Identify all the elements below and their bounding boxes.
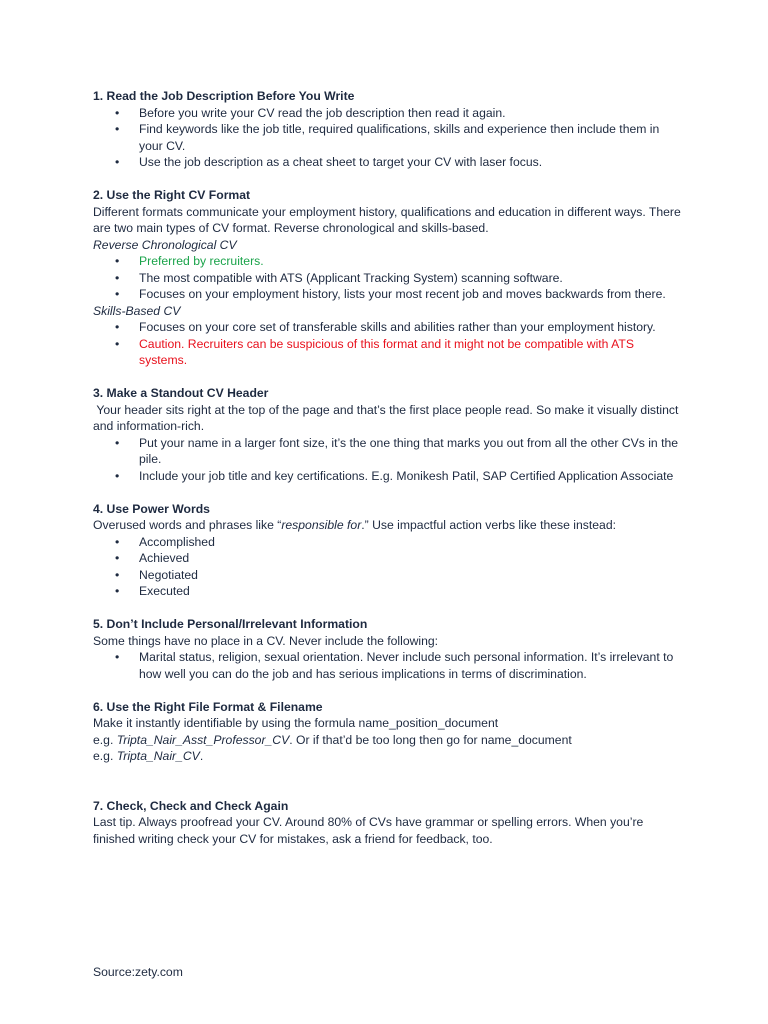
list-item: • Preferred by recruiters. [93, 253, 683, 270]
section-2-intro: Different formats communicate your employment history, qualifications and education in different ways. There are two main types of CV format. Reverse chronological and skills-based. [93, 204, 681, 235]
section-6-line-3: e.g. Tripta_Nair_CV. [93, 749, 204, 763]
section-7-intro: Last tip. Always proofread your CV. Around 80% of CVs have grammar or spelling errors. When you’re finished writing check your CV for mistakes, ask a friend for feedback, too. [93, 815, 644, 846]
section-5-list [93, 649, 683, 682]
list-item: • Executed [93, 583, 683, 600]
section-4-intro: Overused words and phrases like “responsible for.” Use impactful action verbs like these instead: [93, 518, 616, 532]
section-1-heading: 1. Read the Job Description Before You Write [93, 89, 355, 103]
section-2-list-1 [93, 253, 683, 303]
section-3-heading: 3. Make a Standout CV Header [93, 386, 269, 400]
list-item: • The most compatible with ATS (Applicant Tracking System) scanning software. [93, 270, 683, 287]
section-3-intro: Your header sits right at the top of the page and that’s the first place people read. So make it visually distinct and information-rich. [93, 402, 682, 433]
source-citation: Source:zety.com [93, 965, 183, 979]
section-3-list [93, 435, 683, 485]
list-item: • Marital status, religion, sexual orientation. Never include such personal information. It’s irrelevant to how well you can do the job and has serious implications in terms of discrimination. [93, 649, 683, 682]
list-item: • Focuses on your employment history, lists your most recent job and moves backwards from there. [93, 286, 683, 303]
section-5-intro: Some things have no place in a CV. Never include the following: [93, 633, 439, 648]
list-item: • Accomplished [93, 534, 683, 551]
list-item: • Caution. Recruiters can be suspicious of this format and it might not be compatible with ATS systems. [93, 336, 683, 369]
list-item: • Include your job title and key certifications. E.g. Monikesh Patil, SAP Certified Application Associate [93, 468, 683, 485]
list-item: • Put your name in a larger font size, it’s the one thing that marks you out from all the other CVs in the pile. [93, 435, 683, 468]
list-item: • Before you write your CV read the job description then read it again. [93, 105, 683, 122]
list-item: • Focuses on your core set of transferable skills and abilities rather than your employment history. [93, 319, 683, 336]
list-item: • Use the job description as a cheat sheet to target your CV with laser focus. [93, 154, 683, 171]
section-4-list [93, 534, 683, 600]
document-body [93, 88, 683, 847]
section-5-heading: 5. Don’t Include Personal/Irrelevant Information [93, 617, 368, 631]
list-item: • Achieved [93, 550, 683, 567]
section-7-heading: 7. Check, Check and Check Again [93, 798, 289, 813]
section-4-heading: 4. Use Power Words [93, 501, 210, 516]
section-2-heading: 2. Use the Right CV Format [93, 188, 251, 202]
subheading-reverse-chronological: Reverse Chronological CV [93, 237, 237, 252]
section-6-heading: 6. Use the Right File Format & Filename [93, 699, 323, 714]
section-1-list [93, 105, 683, 171]
section-2-list-2 [93, 319, 683, 369]
list-item: • Negotiated [93, 567, 683, 584]
subheading-skills-based: Skills-Based CV [93, 303, 181, 318]
section-6-line-1: Make it instantly identifiable by using the formula name_position_document [93, 716, 499, 730]
section-6-line-2: e.g. Tripta_Nair_Asst_Professor_CV. Or if that’d be too long then go for name_document [93, 732, 572, 747]
list-item: • Find keywords like the job title, required qualifications, skills and experience then include them in your CV. [93, 121, 683, 154]
